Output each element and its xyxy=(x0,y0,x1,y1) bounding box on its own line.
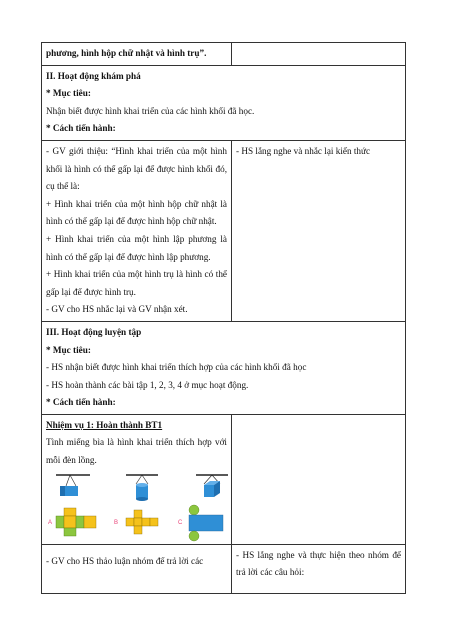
section3-goal-1: - HS nhận biết được hình khai triển thích hợp của các hình khối đã học xyxy=(46,362,307,373)
teacher-paragraph: + Hình khai triển của một hình trụ là hình có thể gấp lại để được hình trụ. xyxy=(46,269,227,297)
net-a-icon xyxy=(56,508,96,536)
section2-header-cell xyxy=(42,65,406,140)
lesson-plan-page xyxy=(41,42,405,594)
net-b-icon xyxy=(126,510,158,534)
section3-method-label: * Cách tiến hành: xyxy=(46,397,116,408)
lesson-table xyxy=(41,42,406,594)
table-row xyxy=(42,43,406,66)
row-top-right xyxy=(232,43,406,66)
table-row xyxy=(42,65,406,140)
section2-heading: II. Hoạt động khám phá xyxy=(46,70,141,81)
table-row xyxy=(42,321,406,414)
teacher-paragraph: - GV giới thiệu: “Hình khai triển của một hình khối là hình có thể gấp lại để được hình khối đó, cụ thể là: xyxy=(46,145,227,192)
option-label-a: A xyxy=(48,519,53,526)
section2-goal-text: Nhận biết được hình khai triển của các hình khối đã học. xyxy=(46,105,255,116)
section3-student-empty-cell xyxy=(232,414,406,544)
section3-header-cell xyxy=(42,321,406,414)
option-label-c: C xyxy=(178,519,183,526)
table-row xyxy=(42,414,406,544)
teacher-paragraph: - GV cho HS nhắc lại và GV nhận xét. xyxy=(46,304,188,315)
section2-method-label: * Cách tiến hành: xyxy=(46,123,116,134)
lantern-box-icon xyxy=(56,475,90,496)
task-title: Nhiệm vụ 1: Hoàn thành BT1 xyxy=(46,419,163,430)
section3-heading: III. Hoạt động luyện tập xyxy=(46,326,142,337)
task-text: Tình miếng bìa là hình khai triển thích hợp với mỗi đèn lồng. xyxy=(46,437,227,466)
section3-goal-2: - HS hoàn thành các bài tập 1, 2, 3, 4 ở mục hoạt động. xyxy=(46,379,249,390)
teacher-paragraph: + Hình khai triển của một hình hộp chữ nhật là hình có thể gấp lại để được hình hộp chữ nhật. xyxy=(46,198,227,227)
lantern-nets-illustration xyxy=(46,472,228,542)
section3-teacher-cell xyxy=(42,414,232,544)
section2-goal-label: * Mục tiêu: xyxy=(46,88,91,99)
table-row xyxy=(42,544,406,593)
section2-student-cell: - HS lắng nghe và nhắc lại kiến thức xyxy=(232,140,406,321)
teacher-paragraph: + Hình khai triển của một hình lập phương là hình có thể gấp lại để được hình lập phương. xyxy=(46,233,227,262)
section3-teacher-last-cell: - GV cho HS thảo luận nhóm để trả lời các xyxy=(42,544,232,593)
lantern-cube-icon xyxy=(196,475,228,497)
table-row xyxy=(42,140,406,321)
lantern-cylinder-icon xyxy=(126,475,158,501)
section3-student-last-cell: - HS lắng nghe và thực hiện theo nhóm để trả lời các câu hỏi: xyxy=(232,544,406,593)
net-c-icon xyxy=(189,505,223,541)
section3-goal-label: * Mục tiêu: xyxy=(46,344,91,355)
row-top-left: phương, hình hộp chữ nhật và hình trụ”. xyxy=(42,43,232,66)
option-label-b: B xyxy=(114,519,119,526)
section2-teacher-cell xyxy=(42,140,232,321)
